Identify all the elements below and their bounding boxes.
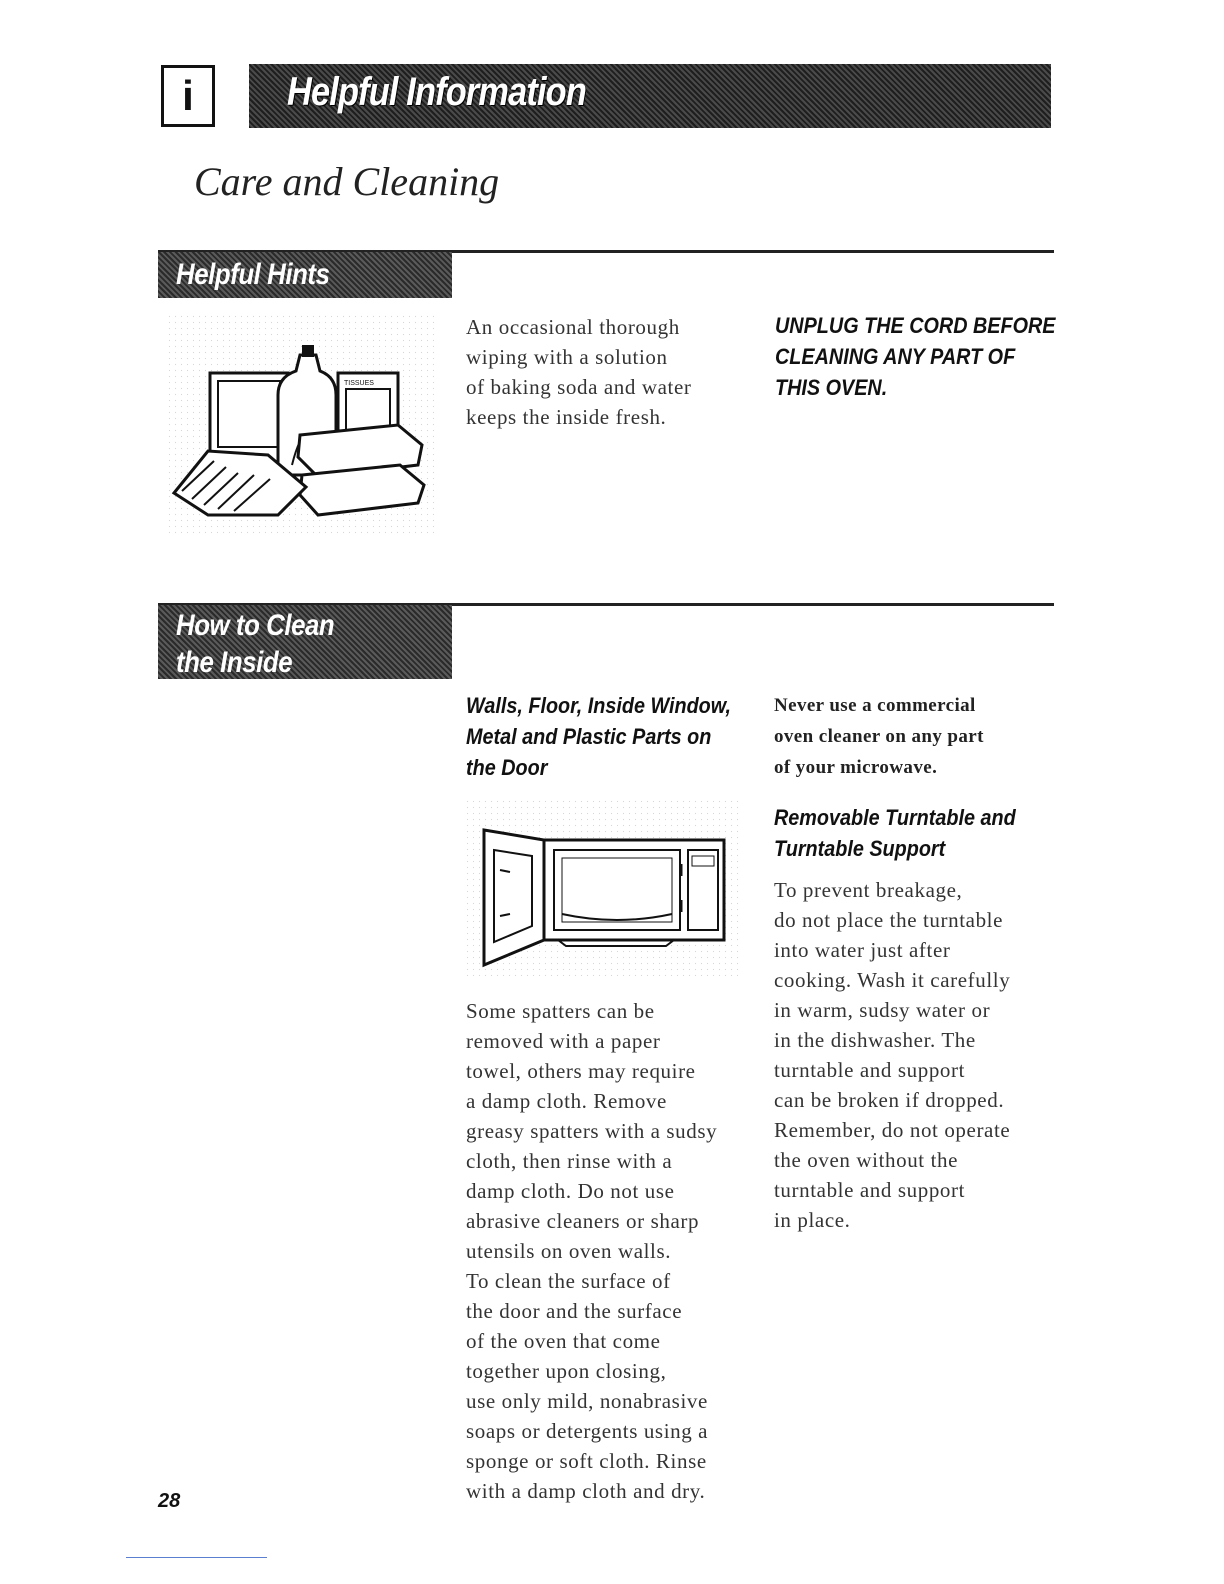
turntable-body-line: in place. <box>774 1208 851 1232</box>
walls-body-line: To clean the surface of <box>466 1269 671 1293</box>
turntable-body-line: turntable and support <box>774 1178 966 1202</box>
walls-body-line: with a damp cloth and dry. <box>466 1479 706 1503</box>
walls-body-line: soaps or detergents using a <box>466 1419 709 1443</box>
unplug-warning-line: THIS OVEN. <box>775 375 888 400</box>
walls-body-line: a damp cloth. Remove <box>466 1089 667 1113</box>
walls-body-line: together upon closing, <box>466 1359 667 1383</box>
walls-body-line: utensils on oven walls. <box>466 1239 672 1263</box>
never-use-line: Never use a commercial <box>774 695 976 716</box>
page-number: 28 <box>158 1490 181 1512</box>
walls-body <box>466 996 717 1506</box>
page-title: Care and Cleaning <box>194 159 500 204</box>
turntable-body-line: turntable and support <box>774 1058 966 1082</box>
turntable-body-line: into water just after <box>774 938 951 962</box>
how-to-clean-heading-line: the Inside <box>176 646 293 679</box>
hints-body-line: wiping with a solution <box>466 345 668 369</box>
hints-body-line: of baking soda and water <box>466 375 692 399</box>
turntable-body-line: do not place the turntable <box>774 908 1004 932</box>
walls-body-line: removed with a paper <box>466 1029 661 1053</box>
turntable-body-line: in warm, sudsy water or <box>774 998 991 1022</box>
how-to-clean-heading-line: How to Clean <box>176 609 335 642</box>
turntable-body-line: can be broken if dropped. <box>774 1088 1005 1112</box>
walls-body-line: Some spatters can be <box>466 999 655 1023</box>
walls-body-line: cloth, then rinse with a <box>466 1149 673 1173</box>
unplug-warning-line: CLEANING ANY PART OF <box>775 344 1016 369</box>
turntable-heading-line: Turntable Support <box>774 836 946 861</box>
cleaning-supplies-illustration <box>168 315 434 537</box>
walls-body-line: use only mild, nonabrasive <box>466 1389 708 1413</box>
never-use-line: of your microwave. <box>774 757 938 778</box>
hints-body-line: An occasional thorough <box>466 315 680 339</box>
never-use-line: oven cleaner on any part <box>774 726 984 747</box>
info-icon-letter: i <box>182 72 194 119</box>
tissues-label: TISSUES <box>344 380 374 387</box>
turntable-body-line: cooking. Wash it carefully <box>774 968 1011 992</box>
footer-rule <box>126 1557 267 1558</box>
hints-body-line: keeps the inside fresh. <box>466 405 667 429</box>
walls-body-line: sponge or soft cloth. Rinse <box>466 1449 707 1473</box>
turntable-heading-line: Removable Turntable and <box>774 805 1016 830</box>
info-icon <box>161 65 215 127</box>
turntable-body-line: in the dishwasher. The <box>774 1028 976 1052</box>
banner-title: Helpful Information <box>287 70 586 114</box>
unplug-warning-line: UNPLUG THE CORD BEFORE <box>775 313 1056 338</box>
walls-body-line: of the oven that come <box>466 1329 661 1353</box>
turntable-body-line: Remember, do not operate <box>774 1118 1011 1142</box>
how-to-clean-heading <box>158 605 452 679</box>
walls-body-line: the door and the surface <box>466 1299 683 1323</box>
hints-body <box>466 312 692 432</box>
walls-heading-line: Metal and Plastic Parts on <box>466 724 712 749</box>
walls-body-line: abrasive cleaners or sharp <box>466 1209 700 1233</box>
turntable-body <box>774 875 1010 1235</box>
turntable-body-line: the oven without the <box>774 1148 959 1172</box>
walls-body-line: greasy spatters with a sudsy <box>466 1119 718 1143</box>
never-use-warning <box>774 690 984 783</box>
walls-body-line: damp cloth. Do not use <box>466 1179 675 1203</box>
helpful-hints-heading-text: Helpful Hints <box>176 258 330 291</box>
unplug-warning <box>775 310 1056 403</box>
helpful-hints-heading <box>158 252 452 298</box>
how-to-clean-heading-text <box>176 607 334 681</box>
walls-body-line: towel, others may require <box>466 1059 696 1083</box>
microwave-illustration <box>466 800 740 976</box>
turntable-heading <box>774 802 1016 864</box>
walls-heading <box>466 690 731 783</box>
walls-heading-line: Walls, Floor, Inside Window, <box>466 693 731 718</box>
walls-heading-line: the Door <box>466 755 548 780</box>
turntable-body-line: To prevent breakage, <box>774 878 963 902</box>
